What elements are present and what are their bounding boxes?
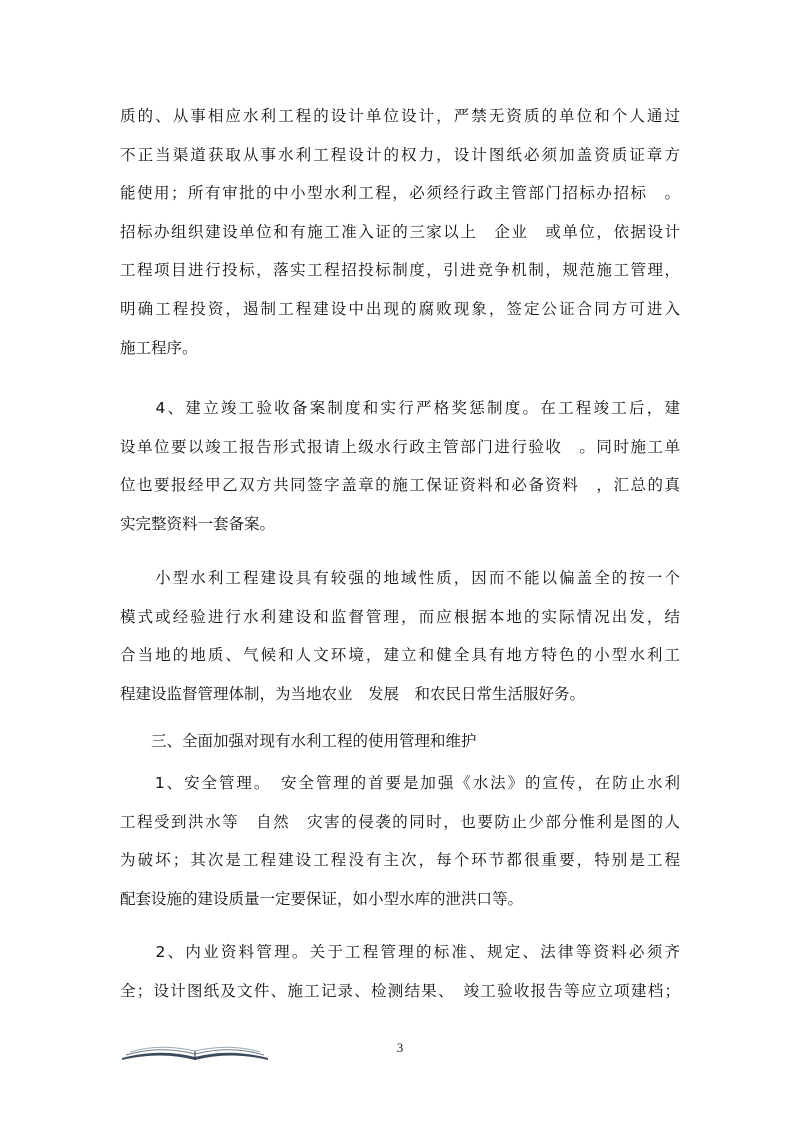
- paragraph-5: [120, 764, 680, 918]
- text-line: 三、全面加强对现有水利工程的使用管理和维护: [120, 732, 477, 750]
- text-line: 程建设监督管理体制，为当地农业 发展 和农民日常生活服好务。: [120, 684, 586, 703]
- text-line: 不正当渠道获取从事水利工程设计的权力，设计图纸必须加盖资质证章方: [120, 145, 680, 164]
- text-line: 合当地的地质、气候和人文环境，建立和健全具有地方特色的小型水利工: [120, 646, 680, 665]
- paragraph-1: [120, 97, 680, 367]
- text-line: 配套设施的建设质量一定要保证，如小型水库的泄洪口等。: [120, 889, 524, 908]
- text-line: 全；设计图纸及文件、施工记录、检测结果、 竣工验收报告等应立项建档；: [120, 981, 680, 1000]
- text-line: 为破坏；其次是工程建设工程没有主次，每个环节都很重要，特别是工程: [120, 851, 680, 870]
- section-heading: [120, 722, 680, 761]
- text-line: 2、内业资料管理。关于工程管理的标准、规定、法律等资料必须齐: [120, 943, 680, 961]
- text-line: 小型水利工程建设具有较强的地域性质，因而不能以偏盖全的按一个: [120, 569, 680, 587]
- text-line: 模式或经验进行水利建设和监督管理，而应根据本地的实际情况出发，结: [120, 607, 680, 626]
- text-line: 明确工程投资，遏制工程建设中出现的腐败现象，签定公证合同方可进入: [120, 299, 680, 318]
- text-line: 设单位要以竣工报告形式报请上级水行政主管部门进行验收 。同时施工单: [120, 437, 680, 456]
- text-line: 工程受到洪水等 自然 灾害的侵袭的同时，也要防止少部分惟利是图的人: [120, 812, 680, 831]
- text-line: 4、建立竣工验收备案制度和实行严格奖惩制度。在工程竣工后，建: [120, 399, 680, 417]
- text-line: 工程项目进行投标，落实工程招投标制度，引进竞争机制，规范施工管理，: [120, 261, 680, 280]
- paragraph-2: [120, 389, 680, 543]
- text-line: 位也要报经甲乙双方共同签字盖章的施工保证资料和必备资料 ，汇总的真: [120, 476, 680, 495]
- paragraph-3: [120, 559, 680, 713]
- text-line: 施工程序。: [120, 338, 198, 357]
- text-line: 招标办组织建设单位和有施工准入证的三家以上 企业 或单位，依据设计: [120, 222, 680, 241]
- book-icon: [120, 1040, 270, 1062]
- text-line: 实完整资料一套备案。: [120, 514, 276, 533]
- text-line: 质的、从事相应水利工程的设计单位设计，严禁无资质的单位和个人通过: [120, 107, 680, 125]
- text-line: 1、安全管理。 安全管理的首要是加强《水法》的宣传，在防止水利: [120, 774, 680, 792]
- paragraph-6: [120, 933, 680, 1010]
- text-line: 能使用；所有审批的中小型水利工程，必须经行政主管部门招标办招标 。: [120, 184, 680, 203]
- page-number: 3: [396, 1040, 404, 1055]
